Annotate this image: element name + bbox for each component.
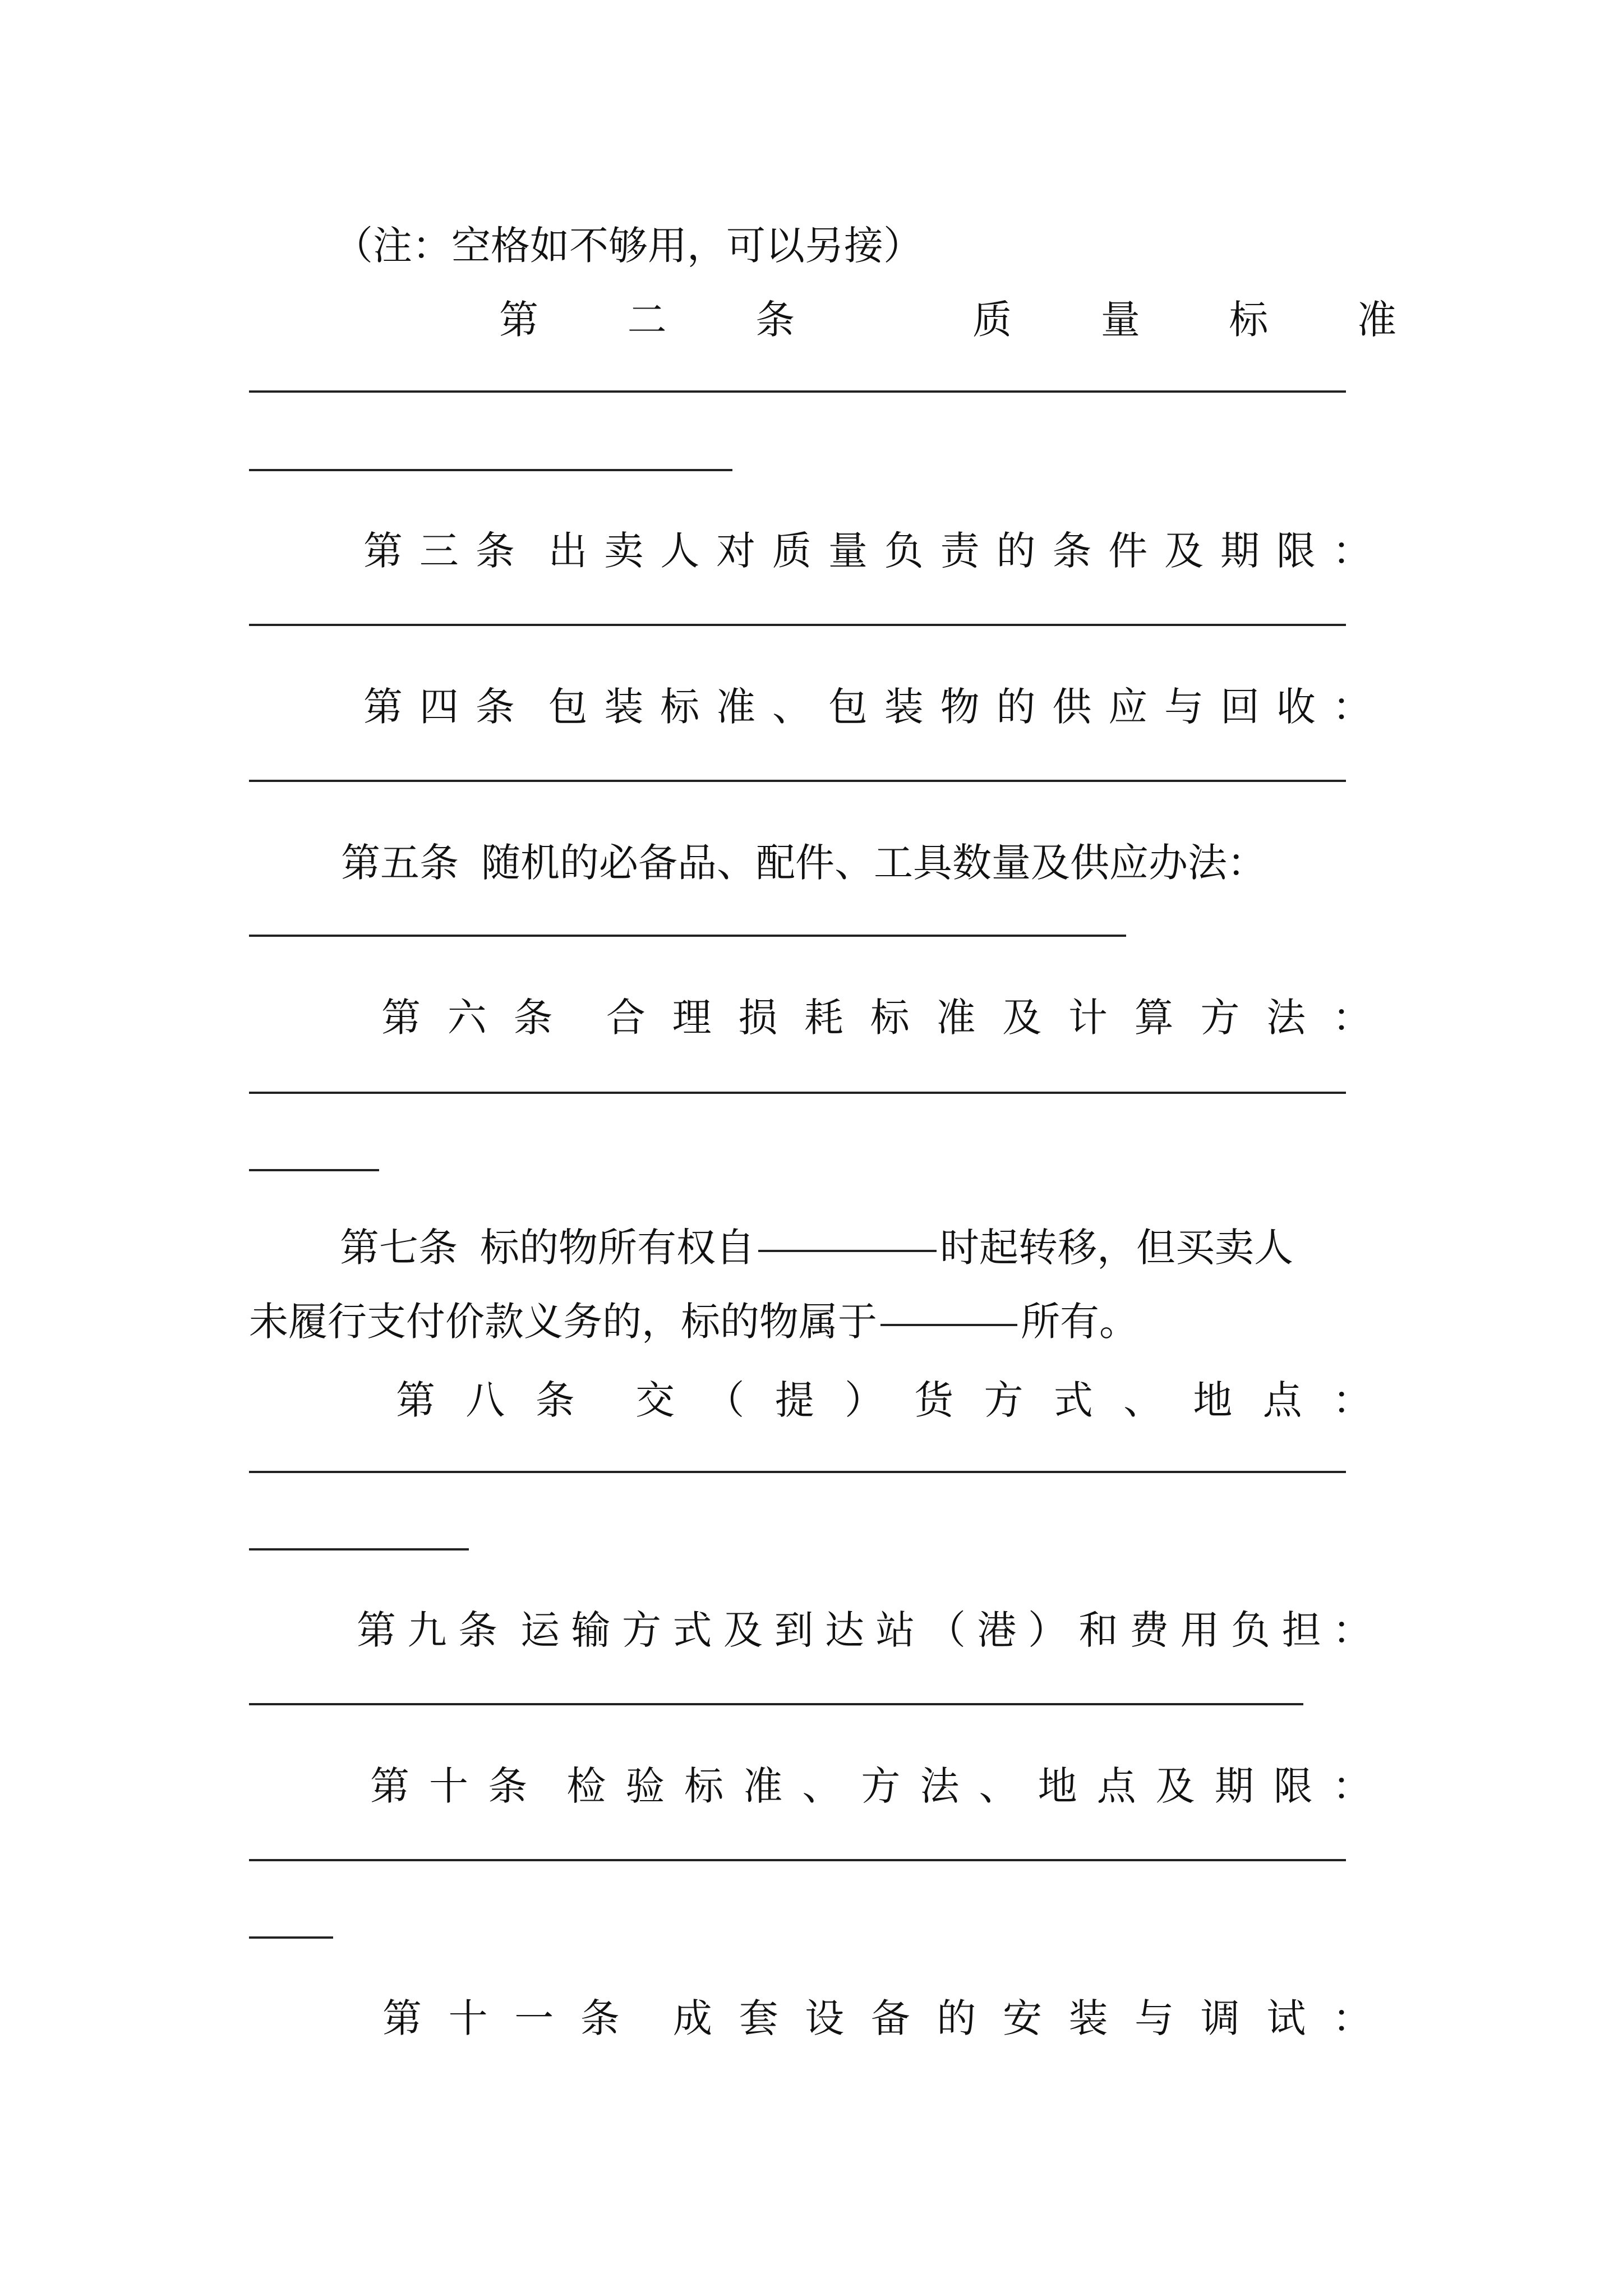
heading-char: 和 [1078,1607,1118,1653]
heading-char: 准 [743,1763,783,1809]
heading-char: 包 [548,684,588,730]
heading-char: 第 [363,684,403,730]
heading-char: 合 [606,995,645,1041]
fill-in-line [249,1548,469,1550]
heading-char: 三 [419,528,459,574]
heading-char: 的 [996,684,1036,730]
article-7-line-1 [340,1224,1293,1271]
heading-char: 提 [774,1377,814,1423]
blank-line [758,1250,937,1252]
heading-char: （ [705,1377,745,1423]
heading-char: 点 [1262,1377,1302,1423]
article-7-number: 第七条 [340,1225,458,1271]
heading-char: 计 [1068,995,1108,1041]
fill-in-line [249,1471,1346,1473]
heading-char: 标 [870,995,910,1041]
fill-in-line [249,1703,1303,1705]
fill-in-line [249,624,1346,626]
article-5-number: 第五条 [341,840,459,886]
heading-char: 及 [1155,1763,1195,1809]
heading-char: 期 [1214,1763,1254,1809]
fill-in-line [249,1092,1346,1094]
heading-char: 第 [499,297,538,343]
heading-char: 准 [716,684,756,730]
heading-char: 质 [972,297,1012,343]
fill-in-line [249,1169,379,1171]
fill-in-line [249,780,1346,782]
heading-char: ） [844,1377,884,1423]
heading-char: 责 [940,528,980,574]
fill-in-line [249,390,1346,393]
heading-char: 件 [1108,528,1148,574]
heading-char: 与 [1135,1995,1174,2041]
heading-char: 及 [1164,528,1204,574]
heading-char: 调 [1200,1995,1240,2041]
heading-char: 及 [1002,995,1042,1041]
heading-char: 达 [825,1607,864,1653]
article-3-heading [363,527,1372,574]
article-7-line1-prefix: 标的物所有权自 [480,1225,755,1271]
heading-char: 限 [1276,528,1316,574]
heading-char: 一 [514,1995,554,2041]
heading-char: 负 [884,528,924,574]
fill-in-line [249,1859,1346,1861]
heading-char: 点 [1096,1763,1136,1809]
heading-char: 装 [884,684,924,730]
heading-char: 条 [475,528,515,574]
heading-char: 期 [1220,528,1260,574]
heading-char: ： [1332,684,1372,730]
heading-char: （ [926,1607,966,1653]
heading-char: 第 [381,995,421,1041]
heading-char: 条 [488,1763,528,1809]
heading-char: 法 [920,1763,960,1809]
heading-char: 到 [774,1607,814,1653]
heading-char: 对 [716,528,756,574]
heading-char: 费 [1129,1607,1169,1653]
heading-char: 卖 [604,528,644,574]
heading-char: 十 [448,1995,488,2041]
heading-char: 验 [625,1763,665,1809]
heading-char: 的 [937,1995,976,2041]
heading-char: 第 [396,1377,435,1423]
heading-char: 准 [936,995,976,1041]
heading-char: 担 [1281,1607,1321,1653]
heading-char: 包 [828,684,868,730]
heading-char: 损 [738,995,778,1041]
heading-char: 条 [535,1377,575,1423]
heading-char: 十 [429,1763,469,1809]
heading-char: 供 [1052,684,1092,730]
heading-char: ） [1028,1607,1067,1653]
heading-char: 准 [1357,297,1396,343]
heading-char: 运 [520,1607,560,1653]
heading-char: 设 [805,1995,845,2041]
note-text: （注：空格如不够用，可以另接） [334,223,923,269]
heading-char: 标 [1229,297,1269,343]
fill-in-line [249,935,1126,937]
heading-char: ： [1332,1607,1372,1653]
heading-char: 地 [1038,1763,1077,1809]
heading-char: 负 [1231,1607,1270,1653]
article-5-heading [341,839,1266,886]
article-9-heading [357,1607,1372,1654]
heading-char: 检 [566,1763,606,1809]
heading-char: 六 [447,995,487,1041]
heading-char: 及 [723,1607,763,1653]
heading-char: 、 [772,684,811,730]
heading-char: 质 [772,528,811,574]
article-7-line1-suffix: 时起转移，但买卖人 [940,1225,1293,1271]
heading-char: 备 [870,1995,910,2041]
note-line [334,222,923,269]
heading-char: 八 [465,1377,505,1423]
heading-char: 套 [739,1995,778,2041]
heading-char: 回 [1220,684,1260,730]
article-11-heading [382,1995,1372,2042]
heading-char: 货 [914,1377,954,1423]
heading-char: 试 [1266,1995,1306,2041]
heading-char: 的 [996,528,1036,574]
heading-char: 九 [407,1607,447,1653]
heading-char: 第 [357,1607,396,1653]
heading-char: ： [1332,1377,1372,1423]
heading-char: 交 [635,1377,675,1423]
article-7-line2-prefix: 未履行支付价款义务的，标的物属于 [249,1299,877,1345]
heading-char: 、 [802,1763,842,1809]
heading-char: 、 [979,1763,1018,1809]
fill-in-line [249,469,732,471]
heading-char: 应 [1108,684,1148,730]
article-7-line2-suffix: 所有。 [1021,1299,1138,1345]
heading-char: 物 [940,684,980,730]
heading-char: ： [1332,528,1372,574]
heading-char: 法 [1266,995,1306,1041]
heading-char: 与 [1164,684,1204,730]
article-10-heading [370,1763,1372,1810]
article-8-heading [396,1377,1372,1424]
heading-char: 条 [513,995,553,1041]
blank-line [880,1324,1017,1326]
heading-char: 用 [1180,1607,1220,1653]
heading-char: ： [1332,995,1372,1041]
heading-char: 第 [363,528,403,574]
heading-char: 地 [1193,1377,1233,1423]
heading-char: 第 [370,1763,409,1809]
heading-char: 算 [1134,995,1174,1041]
heading-char: 式 [1053,1377,1093,1423]
article-7-line-2 [249,1298,1138,1345]
heading-char: 方 [861,1763,901,1809]
fill-in-line [249,1936,333,1939]
heading-char: 出 [548,528,588,574]
heading-char: 标 [684,1763,724,1809]
heading-char: 理 [672,995,712,1041]
heading-char: 条 [580,1995,620,2041]
heading-char: 量 [1100,297,1140,343]
heading-char: 标 [660,684,700,730]
heading-char: 安 [1002,1995,1042,2041]
heading-char: 耗 [804,995,844,1041]
heading-char: 条 [475,684,515,730]
article-5-title: 随机的必备品、配件、工具数量及供应办法： [481,840,1266,886]
heading-char: 输 [571,1607,611,1653]
heading-char: 港 [977,1607,1017,1653]
article-4-heading [363,683,1372,730]
heading-char: 量 [828,528,868,574]
heading-char: 条 [1052,528,1092,574]
heading-char: 成 [672,1995,712,2041]
heading-char: 条 [755,297,795,343]
heading-char: ： [1332,1995,1372,2041]
heading-char: 人 [660,528,700,574]
heading-char: 限 [1273,1763,1313,1809]
heading-char: 、 [1123,1377,1163,1423]
heading-char: 站 [875,1607,915,1653]
heading-char: 方 [1200,995,1240,1041]
article-2-heading [499,296,1396,343]
heading-char: 装 [604,684,644,730]
heading-char: ： [1332,1763,1372,1809]
heading-char: 四 [419,684,459,730]
heading-char: 条 [458,1607,497,1653]
article-6-heading [381,994,1372,1041]
heading-char: 第 [382,1995,422,2041]
heading-char: 装 [1068,1995,1108,2041]
heading-char: 方 [984,1377,1023,1423]
heading-char: 式 [672,1607,712,1653]
heading-char: 方 [622,1607,661,1653]
heading-char: 收 [1276,684,1316,730]
heading-char: 二 [627,297,667,343]
